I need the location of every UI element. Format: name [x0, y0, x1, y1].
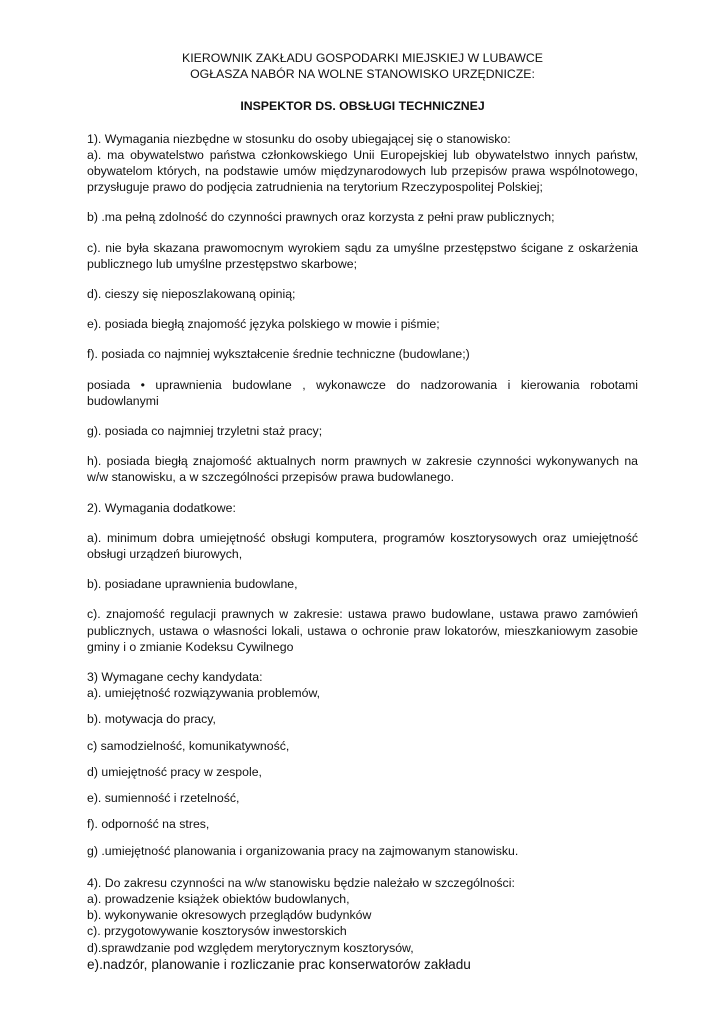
section-3-item-b: b). motywacja do pracy,	[87, 712, 216, 727]
section-1-item-g: g). posiada co najmniej trzyletni staż pracy;	[87, 424, 323, 439]
document-header	[87, 50, 638, 82]
section-1-item-c: c). nie była skazana prawomocnym wyrokiem sądu za umyślne przestępstwo ścigane z oskarżenia publicznego lub umyślne przestępstwo skarbowe;	[87, 240, 638, 271]
section-3-item-c: c) samodzielność, komunikatywność,	[87, 738, 290, 753]
section-4-item-b: b). wykonywanie okresowych przeglądów budynków	[87, 908, 372, 923]
section-2-item-a: a). minimum dobra umiejętność obsługi komputera, programów kosztorysowych oraz umiejętność obsługi urządzeń biurowych,	[87, 530, 638, 562]
section-3-item-g: g) .umiejętność planowania i organizowania pracy na zajmowanym stanowisku.	[87, 843, 519, 858]
section-2-item-b: b). posiadane uprawnienia budowlane,	[87, 577, 298, 592]
section-1-item-e: e). posiada biegłą znajomość języka polskiego w mowie i piśmie;	[87, 317, 440, 332]
section-4-item-e: e).nadzór, planowanie i rozliczanie prac konserwatorów zakładu	[87, 956, 471, 972]
position-title: INSPEKTOR DS. OBSŁUGI TECHNICZNEJ	[240, 99, 485, 114]
section-4-item-a: a). prowadzenie książek obiektów budowlanych,	[87, 891, 350, 906]
section-2-heading: 2). Wymagania dodatkowe:	[87, 500, 236, 515]
section-4-item-d: d).sprawdzanie pod względem merytorycznym kosztorysów,	[87, 940, 414, 955]
section-1-item-a: a). ma obywatelstwo państwa członkowskiego Unii Europejskiej lub obywatelstwo innych państw, obywatelom których, na podstawie umów międzynarodowych lub przepisów prawa wspólnotowego, przysługuje prawo do podjęcia zatrudnienia na terytorium Rzeczypospolitej Polskiej;	[87, 147, 638, 195]
header-line-2: OGŁASZA NABÓR NA WOLNE STANOWISKO URZĘDNICZE:	[190, 67, 535, 82]
section-4	[87, 875, 638, 974]
section-1-heading: 1). Wymagania niezbędne w stosunku do osoby ubiegającej się o stanowisko:	[87, 131, 511, 146]
section-1-item-b: b) .ma pełną zdolność do czynności prawnych oraz korzysta z pełni praw publicznych;	[87, 210, 555, 225]
section-1-item-d: d). cieszy się nieposzlakowaną opinią;	[87, 287, 296, 302]
section-3-item-a: a). umiejętność rozwiązywania problemów,	[87, 686, 321, 701]
section-3-item-d: d) umiejętność pracy w zespole,	[87, 764, 262, 779]
section-1-item-f: f). posiada co najmniej wykształcenie średnie techniczne (budowlane;)	[87, 347, 470, 362]
section-1-item-h: h). posiada biegłą znajomość aktualnych norm prawnych w zakresie czynności wykonywanych na w/w stanowisku, a w szczególności przepisów prawa budowlanego.	[87, 454, 638, 485]
section-2-item-c: c). znajomość regulacji prawnych w zakresie: ustawa prawo budowlane, ustawa prawo zamówień publicznych, ustawa o własności lokali, ustawa o ochronie praw lokatorów, mieszkaniowym zasobie gminy i o zmianie Kodeksu Cywilnego	[87, 607, 638, 654]
section-3-item-e: e). sumienność i rzetelność,	[87, 791, 240, 806]
document-page	[87, 50, 638, 974]
section-1-item-f-extra: posiada • uprawnienia budowlane , wykonawcze do nadzorowania i kierowania robotami budowlanymi	[87, 377, 638, 408]
section-3-item-f: f). odporność na stres,	[87, 817, 210, 832]
section-4-heading: 4). Do zakresu czynności na w/w stanowisku będzie należało w szczególności:	[87, 875, 515, 890]
section-1	[87, 131, 638, 196]
header-line-1: KIEROWNIK ZAKŁADU GOSPODARKI MIEJSKIEJ W LUBAWCE	[182, 51, 543, 65]
section-4-item-c: c). przygotowywanie kosztorysów inwestorskich	[87, 924, 347, 939]
section-3-heading: 3) Wymagane cechy kandydata:	[87, 670, 263, 685]
section-3	[87, 669, 638, 701]
